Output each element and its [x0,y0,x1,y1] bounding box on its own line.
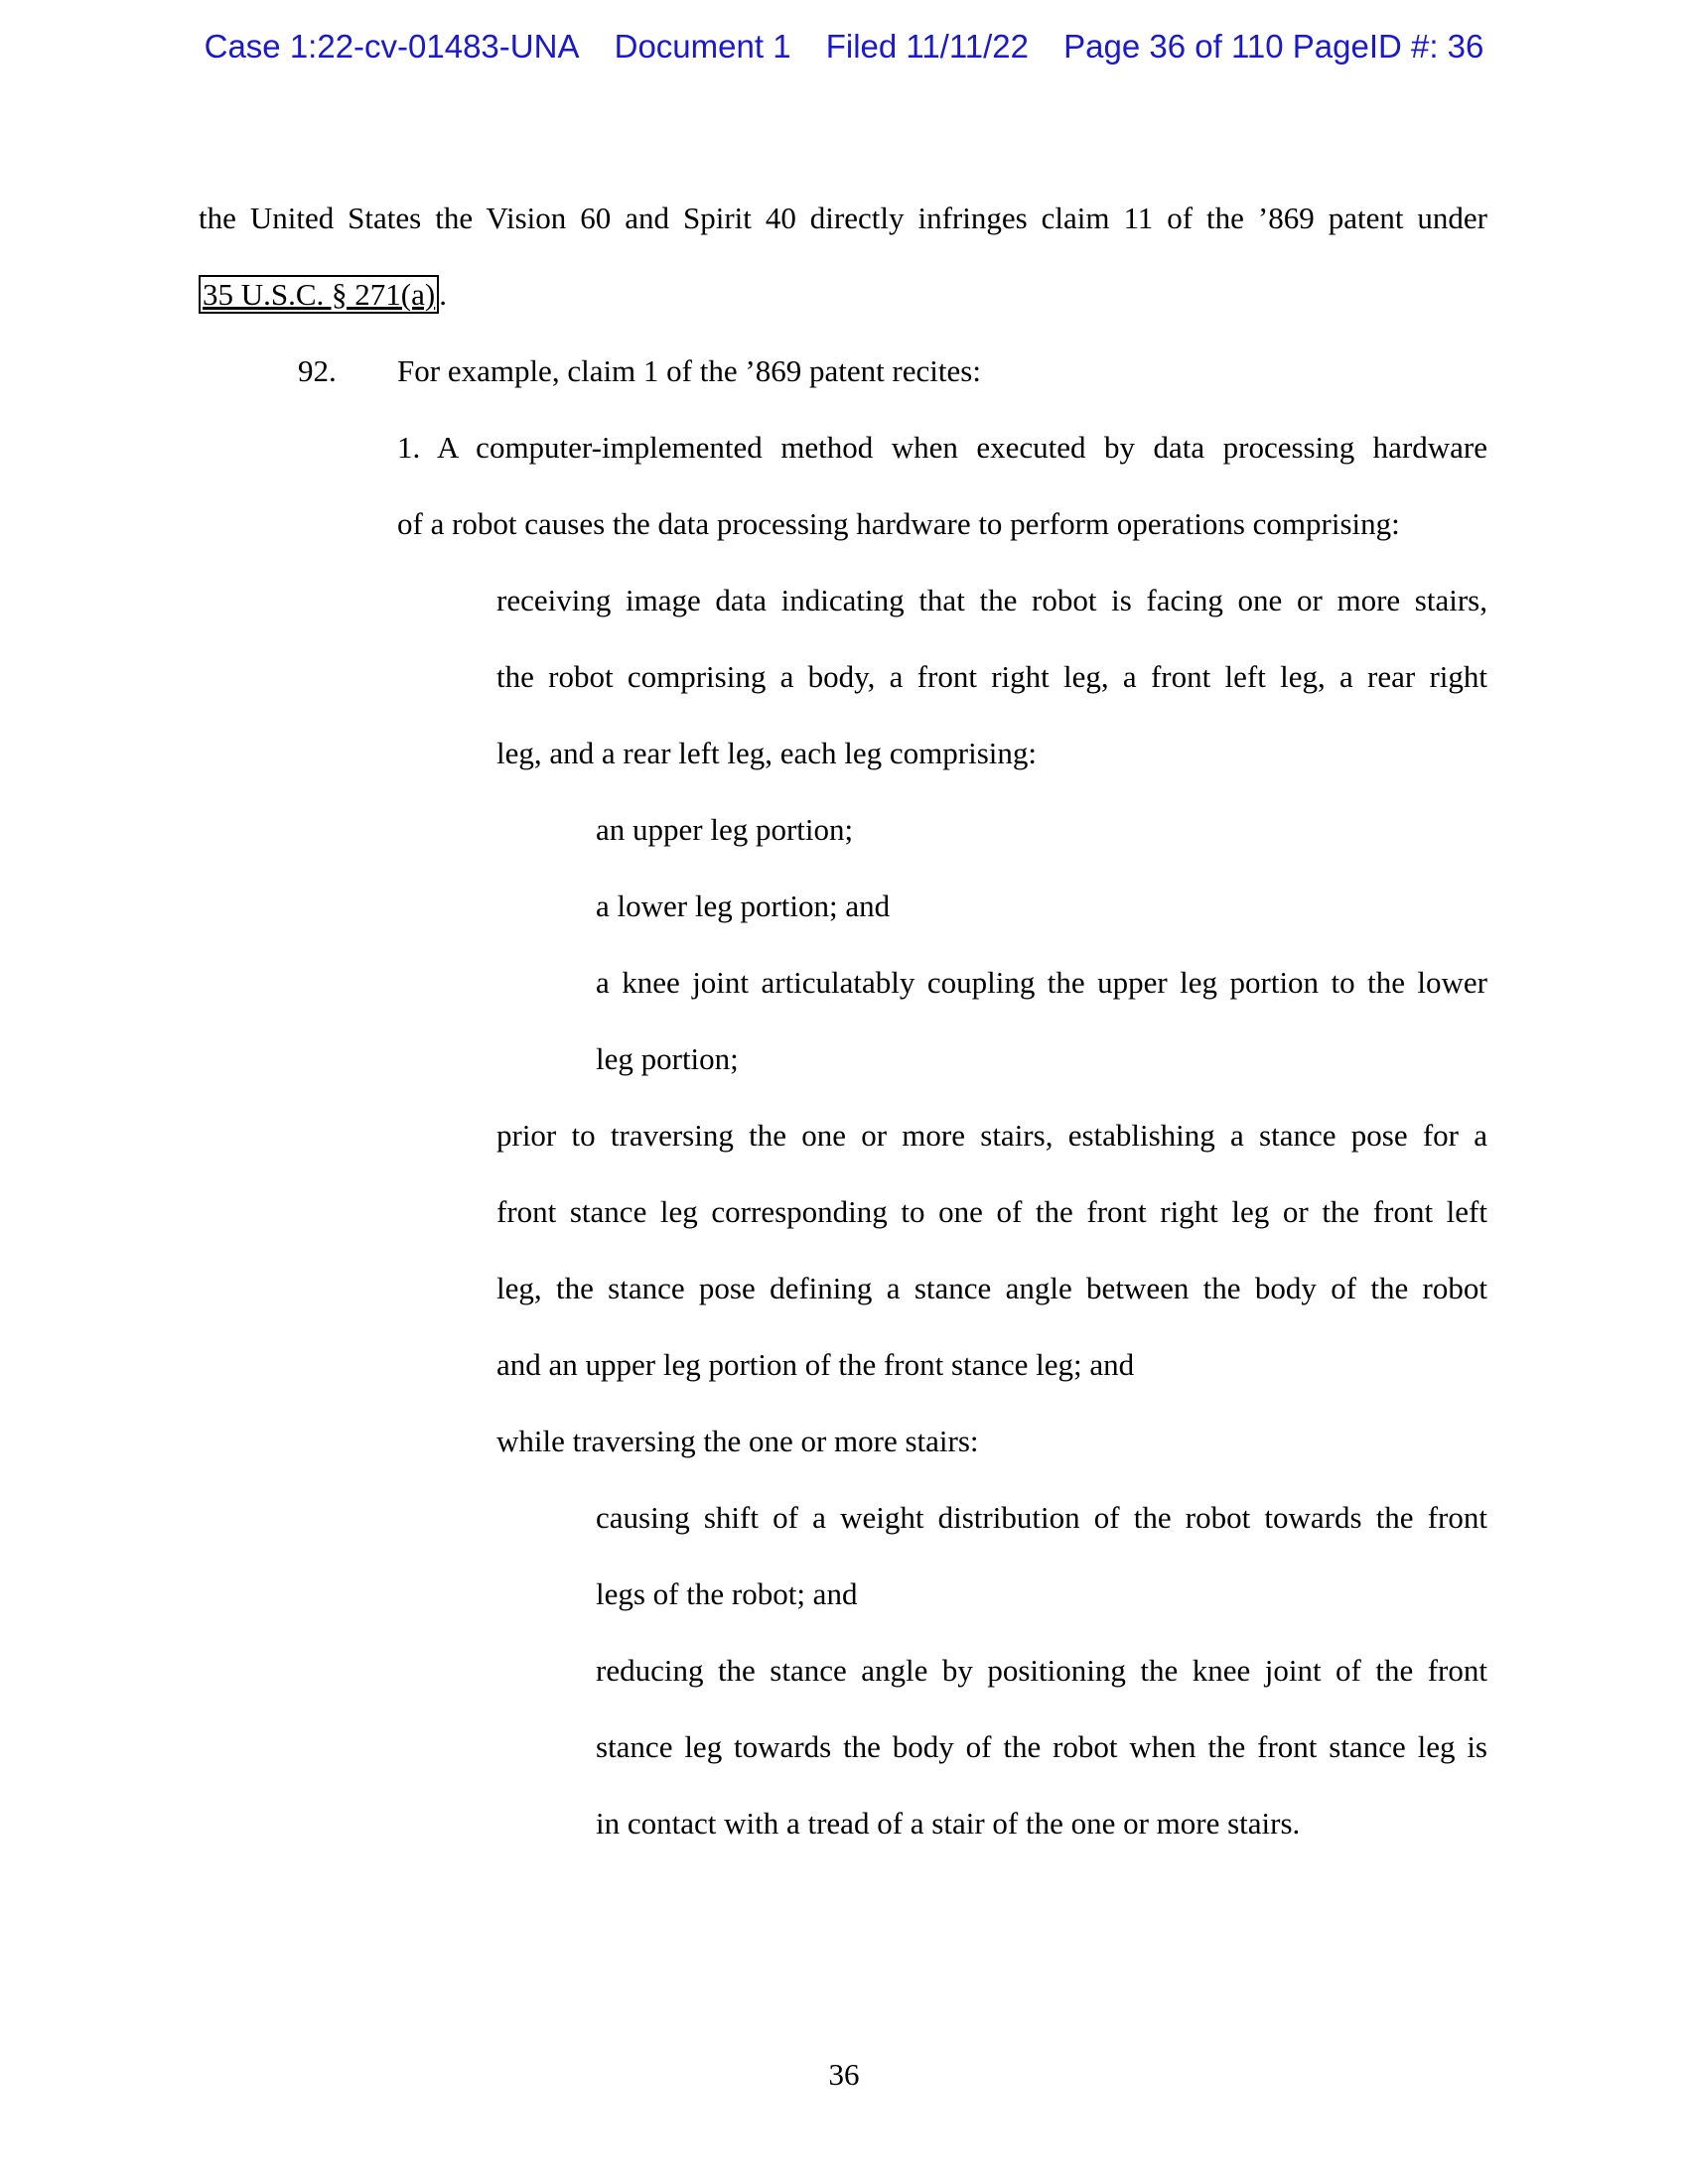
claim-line: leg, and a rear left leg, each leg comprising: [496,736,1037,770]
claim-line: and an upper leg portion of the front stance leg; and [496,1347,1135,1382]
paragraph-number: 92. [298,353,337,388]
text-line: the United States the Vision 60 and Spirit 40 directly infringes claim 11 of the ’869 patent under [199,201,1487,235]
page-id: Page 36 of 110 PageID #: 36 [1063,28,1484,65]
claim-line: causing shift of a weight distribution of the robot towards the front [596,1500,1487,1535]
claim-line: while traversing the one or more stairs: [496,1424,979,1458]
claim-line: leg portion; [596,1041,739,1076]
document-number: Document 1 [614,28,791,65]
punctuation: . [439,277,447,312]
claim-line: 1. A computer-implemented method when executed by data processing hardware [397,430,1487,465]
claim-line: a lower leg portion; and [596,888,891,923]
page-number: 36 [828,2057,860,2092]
claim-line: stance leg towards the body of the robot when the front stance leg is [596,1729,1487,1764]
claim-line: prior to traversing the one or more stairs, establishing a stance pose for a [496,1118,1487,1153]
statute-citation-link[interactable]: 35 U.S.C. § 271(a) [199,275,439,314]
filed-date: Filed 11/11/22 [825,28,1029,65]
claim-line: legs of the robot; and [596,1576,858,1611]
claim-line: reducing the stance angle by positioning the knee joint of the front [596,1653,1487,1688]
claim-line: an upper leg portion; [596,812,854,847]
claim-line: a knee joint articulatably coupling the upper leg portion to the lower [596,965,1487,1000]
claim-line: receiving image data indicating that the robot is facing one or more stairs, [496,583,1487,617]
claim-line: in contact with a tread of a stair of the one or more stairs. [596,1806,1301,1841]
claim-line: the robot comprising a body, a front right leg, a front left leg, a rear right [496,659,1487,694]
case-header [0,28,1688,66]
text-line: For example, claim 1 of the ’869 patent recites: [397,353,981,388]
claim-line: of a robot causes the data processing hardware to perform operations comprising: [397,506,1400,541]
text-line [199,275,447,315]
case-number: Case 1:22-cv-01483-UNA [204,28,580,65]
claim-line: leg, the stance pose defining a stance angle between the body of the robot [496,1271,1487,1305]
claim-line: front stance leg corresponding to one of the front right leg or the front left [496,1194,1487,1229]
